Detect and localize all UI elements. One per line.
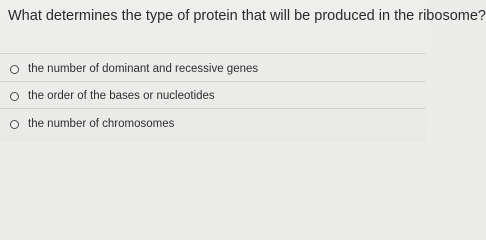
answer-option-label: the order of the bases or nucleotides [28, 90, 215, 102]
answer-option[interactable] [10, 61, 258, 77]
radio-button[interactable] [10, 120, 19, 129]
answer-option[interactable] [10, 116, 174, 132]
answer-option-label: the number of chromosomes [28, 118, 175, 130]
radio-button[interactable] [10, 65, 19, 74]
answer-option[interactable] [10, 88, 215, 104]
question-text: What determines the type of protein that will be produced in the ribosome? [8, 8, 486, 24]
divider [0, 81, 426, 82]
divider [0, 53, 426, 54]
divider [0, 108, 426, 109]
answer-option-label: the number of dominant and recessive genes [28, 63, 259, 75]
radio-button[interactable] [10, 92, 19, 101]
